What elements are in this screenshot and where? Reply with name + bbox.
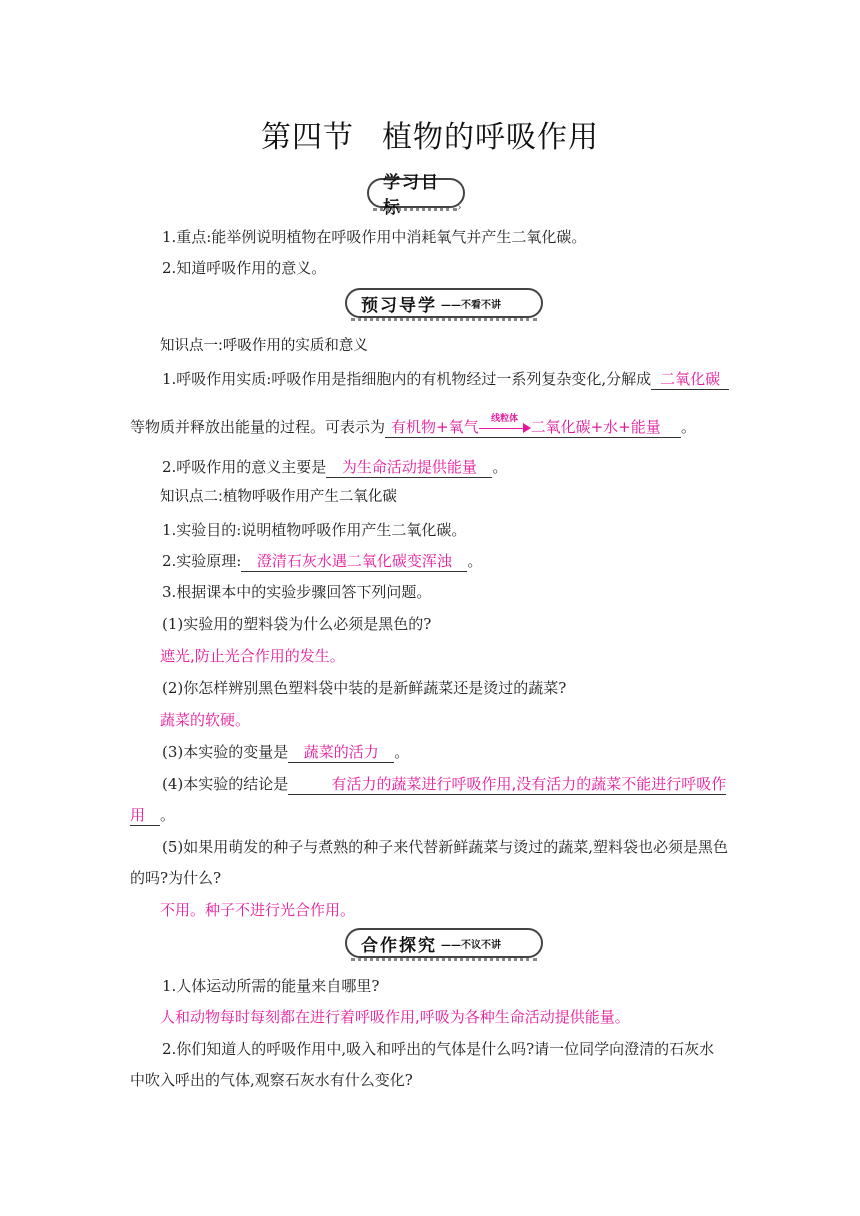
preview-badge-label: 预习导学 [361, 295, 437, 316]
sub-question-2: (2)你怎样辨别黑色塑料袋中装的是新鲜蔬菜还是烫过的蔬菜? [162, 679, 567, 697]
section-title: 植物的呼吸作用 [382, 120, 599, 155]
goal-item: 1.重点:能举例说明植物在呼吸作用中消耗氧气并产生二氧化碳。 [162, 228, 587, 246]
answer-blank: 为生命活动提供能量 [326, 457, 492, 478]
answer-blank: 澄清石灰水遇二氧化碳变浑浊 [241, 551, 467, 572]
k1-question-1: 1.呼吸作用实质:呼吸作用是指细胞内的有机物经过一系列复杂变化,分解成 二氧化碳 [162, 368, 729, 390]
sub-question-4-cont: 用 。 [130, 806, 176, 824]
sub-answer-1: 遮光,防止光合作用的发生。 [160, 647, 345, 665]
formula-products: 二氧化碳+水+能量 [530, 418, 661, 436]
sub-question-4: (4)本实验的结论是 有活力的蔬菜进行呼吸作用,没有活力的蔬菜不能进行呼吸作 [162, 775, 727, 793]
goal-item: 2.知道呼吸作用的意义。 [162, 259, 327, 277]
arrow-condition: 线粒体 [491, 413, 519, 424]
sub-question-3: (3)本实验的变量是 蔬菜的活力 。 [162, 743, 410, 761]
sub-question-5: (5)如果用萌发的种子与煮熟的种子来代替新鲜蔬菜与烫过的蔬菜,塑料袋也必须是黑色 [162, 838, 729, 856]
explore-question-2-cont: 中吹入呼出的气体,观察石灰水有什么变化? [130, 1071, 413, 1089]
answer-blank: 用 [130, 805, 160, 826]
explore-badge-label: 合作探究 [361, 935, 437, 956]
k1-question-1-cont: 等物质并释放出能量的过程。可表示为 有机物+氧气 线粒体 二氧化碳+水+能量 。 [130, 416, 696, 438]
section-number: 第四节 [261, 120, 354, 155]
explore-question-1: 1.人体运动所需的能量来自哪里? [162, 977, 380, 995]
sub-question-1: (1)实验用的塑料袋为什么必须是黑色的? [162, 615, 432, 633]
goals-badge-label: 学习目标 [383, 173, 440, 218]
answer-blank: 二氧化碳 [651, 369, 729, 390]
reaction-arrow-icon [479, 413, 531, 437]
knowledge-point-2-heading: 知识点二:植物呼吸作用产生二氧化碳 [160, 489, 397, 505]
goals-badge: 学习目标 › [367, 178, 497, 212]
explore-answer-1: 人和动物每时每刻都在进行着呼吸作用,呼吸为各种生命活动提供能量。 [160, 1008, 630, 1026]
explore-question-2: 2.你们知道人的呼吸作用中,吸入和呼出的气体是什么吗?请一位同学向澄清的石灰水 [162, 1040, 715, 1058]
k2-question-1: 1.实验目的:说明植物呼吸作用产生二氧化碳。 [162, 521, 467, 539]
knowledge-point-1-heading: 知识点一:呼吸作用的实质和意义 [160, 338, 368, 354]
sub-answer-2: 蔬菜的软硬。 [160, 711, 251, 729]
preview-badge [345, 288, 555, 322]
answer-blank: 蔬菜的活力 [288, 742, 394, 763]
k2-question-2: 2.实验原理: 澄清石灰水遇二氧化碳变浑浊 。 [162, 552, 483, 570]
explore-badge-suffix: ——不议不讲 [441, 939, 501, 951]
answer-blank: 有活力的蔬菜进行呼吸作用,没有活力的蔬菜不能进行呼吸作 [288, 774, 726, 795]
sub-question-5-cont: 的吗?为什么? [130, 869, 222, 887]
explore-badge [345, 928, 555, 962]
preview-badge-suffix: ——不看不讲 [441, 299, 501, 311]
sub-answer-5: 不用。种子不进行光合作用。 [160, 901, 356, 919]
page-title [0, 112, 860, 156]
k2-question-3: 3.根据课本中的实验步骤回答下列问题。 [162, 583, 432, 601]
k1-question-2: 2.呼吸作用的意义主要是 为生命活动提供能量 。 [162, 458, 508, 476]
formula-reactants: 有机物+氧气 [391, 418, 479, 436]
